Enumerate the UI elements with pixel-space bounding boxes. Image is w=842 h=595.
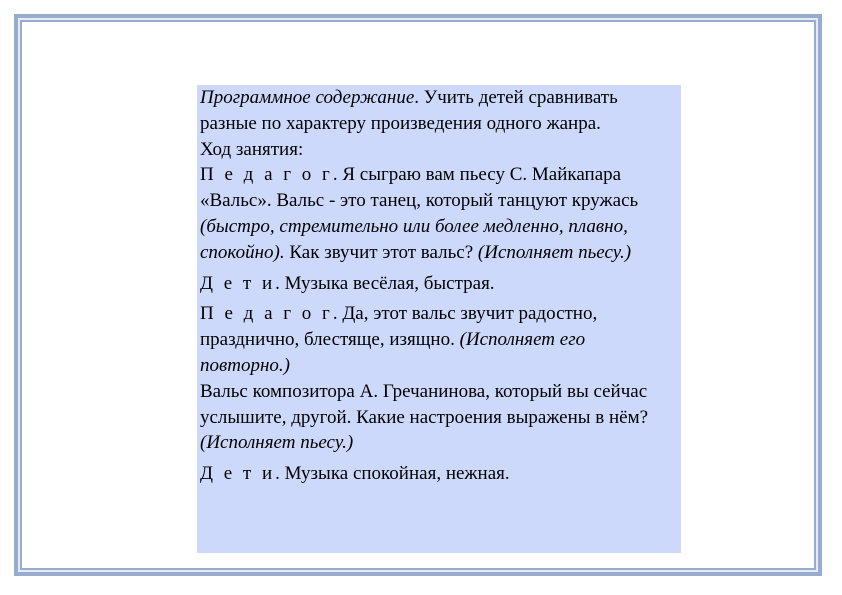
line-text: Вальс композитора А. Гречанинова, который вы сейчас услышите, другой. Какие настроения выражены в нём? (200, 380, 649, 428)
speaker-label: Д е т и (200, 463, 276, 485)
line-text: Как звучит этот вальс? (284, 241, 478, 263)
line-text: . Музыка спокойная, нежная. (275, 463, 510, 485)
stage-direction: (быстро, стремительно или более медленно, плавно, спокойно). (200, 215, 628, 263)
dialogue-line-2 (200, 271, 679, 297)
progress-heading: Ход занятия: (200, 138, 304, 160)
line-text: . Я сыграю вам пьесу С. Майкапара «Вальс». Вальс - это танец, который танцуют кружась (200, 164, 639, 212)
speaker-label: Д е т и (200, 272, 276, 294)
intro-label: Программное содержание (200, 87, 415, 108)
speaker-label: П е д а г о г (200, 303, 333, 325)
line-text: . Музыка весёлая, быстрая. (275, 272, 495, 294)
stage-direction: (Исполняет пьесу.) (477, 241, 632, 263)
intro-text: . Учить детей сравнивать разные по характеру произведения одного жанра. (200, 87, 618, 134)
stage-direction: (Исполняет его повторно.) (200, 329, 586, 376)
speaker-label: П е д а г о г (200, 164, 333, 186)
dialogue-line-1 (200, 162, 679, 265)
line-text: . Да, этот вальс звучит радостно, празднично, блестяще, изящно. (200, 303, 598, 351)
lesson-text-box (197, 85, 681, 553)
intro-paragraph (200, 85, 679, 137)
dialogue-line-4 (200, 379, 679, 456)
dialogue-line-5 (200, 461, 679, 487)
stage-direction: (Исполняет пьесу.) (200, 432, 354, 454)
dialogue-line-3 (200, 301, 679, 378)
